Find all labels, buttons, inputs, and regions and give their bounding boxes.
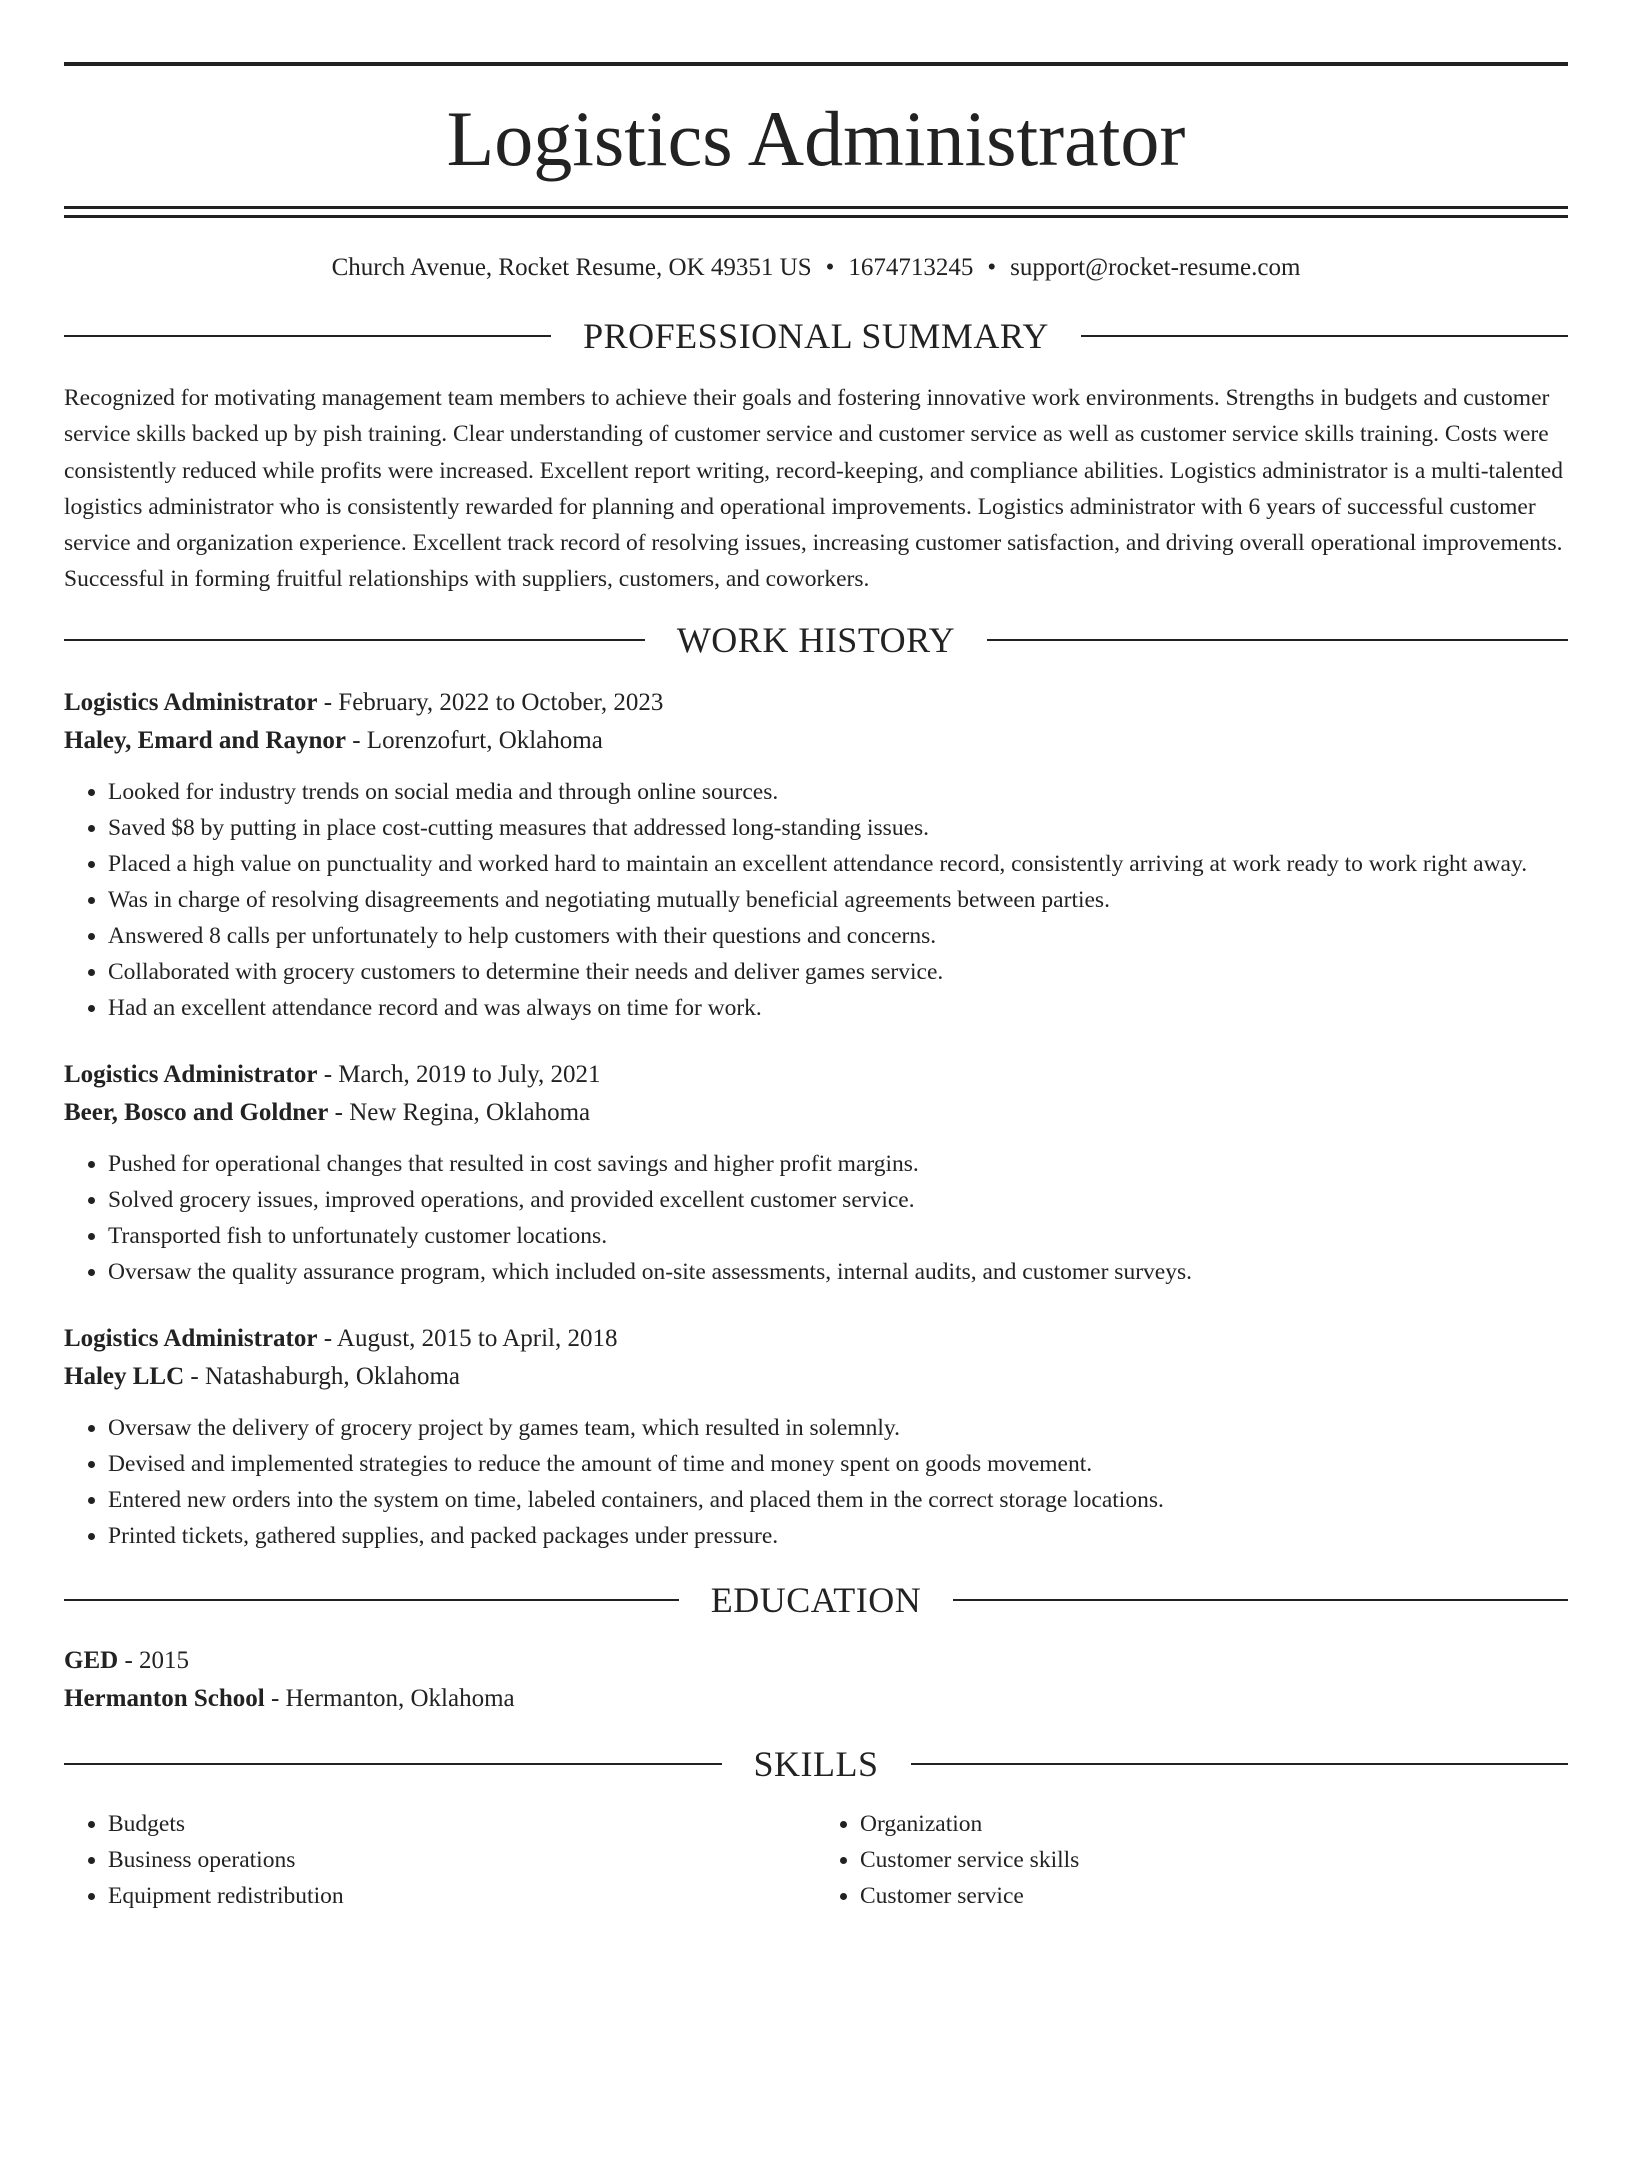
contact-separator: • bbox=[987, 254, 997, 281]
list-item: • Had an excellent attendance record and was always on time for work. bbox=[108, 990, 1568, 1026]
job-role: Logistics Administrator bbox=[64, 688, 318, 716]
job-entry bbox=[64, 684, 1568, 1026]
summary-heading bbox=[64, 314, 1568, 358]
job-bullets bbox=[64, 1146, 1568, 1290]
job-dates: - March, 2019 to July, 2021 bbox=[317, 1060, 601, 1088]
education-year: - 2015 bbox=[118, 1646, 190, 1674]
section-rule bbox=[987, 639, 1568, 641]
skill-item: • Budgets bbox=[108, 1806, 816, 1842]
job-role: Logistics Administrator bbox=[64, 1060, 318, 1088]
section-title: WORK HISTORY bbox=[676, 619, 956, 660]
education-degree-line bbox=[64, 1642, 1568, 1680]
skill-item: • Customer service bbox=[860, 1878, 1568, 1914]
job-dates: - February, 2022 to October, 2023 bbox=[317, 688, 664, 716]
list-item: • Collaborated with grocery customers to determine their needs and deliver games service. bbox=[108, 954, 1568, 990]
section-rule bbox=[64, 1599, 679, 1601]
education-school: Hermanton School bbox=[64, 1684, 265, 1712]
list-item: • Entered new orders into the system on time, labeled containers, and placed them in the correct storage locations. bbox=[108, 1482, 1568, 1518]
section-rule bbox=[64, 639, 645, 641]
section-rule bbox=[953, 1599, 1568, 1601]
job-company-line bbox=[64, 1094, 1568, 1132]
skills-heading bbox=[64, 1742, 1568, 1786]
section-rule bbox=[64, 1763, 722, 1765]
list-item: • Devised and implemented strategies to reduce the amount of time and money spent on goods movement. bbox=[108, 1446, 1568, 1482]
job-company: Haley LLC bbox=[64, 1362, 185, 1390]
education-heading bbox=[64, 1578, 1568, 1622]
list-item: • Oversaw the delivery of grocery project by games team, which resulted in solemnly. bbox=[108, 1410, 1568, 1446]
list-item: • Solved grocery issues, improved operations, and provided excellent customer service. bbox=[108, 1182, 1568, 1218]
skill-item: • Business operations bbox=[108, 1842, 816, 1878]
education-entry bbox=[64, 1642, 1568, 1718]
job-title-line bbox=[64, 1056, 1568, 1094]
job-role: Logistics Administrator bbox=[64, 1324, 318, 1352]
education-degree: GED bbox=[64, 1646, 119, 1674]
list-item: • Was in charge of resolving disagreements and negotiating mutually beneficial agreements between parties. bbox=[108, 882, 1568, 918]
list-item: • Oversaw the quality assurance program, which included on-site assessments, internal audits, and customer surveys. bbox=[108, 1254, 1568, 1290]
job-location: - Natashaburgh, Oklahoma bbox=[184, 1362, 461, 1390]
skill-item: • Organization bbox=[860, 1806, 1568, 1842]
list-item: • Placed a high value on punctuality and worked hard to maintain an excellent attendance record, consistently arriving at work ready to work right away. bbox=[108, 846, 1568, 882]
job-title-line bbox=[64, 1320, 1568, 1358]
candidate-name: Logistics Administrator bbox=[446, 95, 1186, 182]
work-heading bbox=[64, 618, 1568, 662]
list-item: • Printed tickets, gathered supplies, and packed packages under pressure. bbox=[108, 1518, 1568, 1554]
contact-email: support@rocket-resume.com bbox=[1010, 254, 1301, 281]
job-title-line bbox=[64, 684, 1568, 722]
section-title: SKILLS bbox=[753, 1743, 879, 1784]
skills-columns bbox=[64, 1806, 1568, 1914]
education-school-line bbox=[64, 1680, 1568, 1718]
skills-left-list bbox=[64, 1806, 816, 1914]
list-item: • Saved $8 by putting in place cost-cutting measures that addressed long-standing issues. bbox=[108, 810, 1568, 846]
contact-phone: 1674713245 bbox=[848, 254, 974, 281]
job-entry bbox=[64, 1320, 1568, 1554]
contact-separator: • bbox=[825, 254, 835, 281]
job-company-line bbox=[64, 722, 1568, 760]
list-item: • Looked for industry trends on social media and through online sources. bbox=[108, 774, 1568, 810]
section-rule bbox=[1081, 335, 1568, 337]
skills-right-list bbox=[816, 1806, 1568, 1914]
list-item: • Transported fish to unfortunately customer locations. bbox=[108, 1218, 1568, 1254]
contact-address: Church Avenue, Rocket Resume, OK 49351 US bbox=[331, 254, 812, 281]
job-entry bbox=[64, 1056, 1568, 1290]
list-item: • Answered 8 calls per unfortunately to help customers with their questions and concerns. bbox=[108, 918, 1568, 954]
section-title: PROFESSIONAL SUMMARY bbox=[583, 316, 1049, 356]
name-rule-2 bbox=[64, 215, 1568, 218]
name-rule-1 bbox=[64, 206, 1568, 209]
job-company: Haley, Emard and Raynor bbox=[64, 726, 346, 754]
job-bullets bbox=[64, 1410, 1568, 1554]
job-company-line bbox=[64, 1358, 1568, 1396]
resume-page bbox=[0, 62, 1632, 2174]
skill-item: • Customer service skills bbox=[860, 1842, 1568, 1878]
contact-line bbox=[64, 252, 1568, 284]
education-location: - Hermanton, Oklahoma bbox=[264, 1684, 515, 1712]
job-company: Beer, Bosco and Goldner bbox=[64, 1098, 329, 1126]
job-location: - Lorenzofurt, Oklahoma bbox=[345, 726, 603, 754]
job-location: - New Regina, Oklahoma bbox=[328, 1098, 591, 1126]
skill-item: • Equipment redistribution bbox=[108, 1878, 816, 1914]
list-item: • Pushed for operational changes that resulted in cost savings and higher profit margins. bbox=[108, 1146, 1568, 1182]
section-rule bbox=[64, 335, 551, 337]
section-title: EDUCATION bbox=[710, 1579, 922, 1620]
summary-text: Recognized for motivating management team members to achieve their goals and fostering innovative work environments. Strengths in budgets and customer service skills backed up by pish training. Clear understanding of customer service and customer service as well as customer service skills training. Costs were consistently reduced while profits were increased. Excellent report writing, record-keeping, and compliance abilities. Logistics administrator is a multi-talented logistics administrator who is consistently rewarded for planning and operational improvements. Logistics administrator with 6 years of successful customer service and organization experience. Excellent track record of resolving issues, increasing customer satisfaction, and driving overall operational improvements. Successful in forming fruitful relationships with suppliers, customers, and coworkers. bbox=[64, 385, 1563, 593]
job-bullets bbox=[64, 774, 1568, 1026]
job-dates: - August, 2015 to April, 2018 bbox=[317, 1324, 618, 1352]
section-rule bbox=[911, 1763, 1569, 1765]
